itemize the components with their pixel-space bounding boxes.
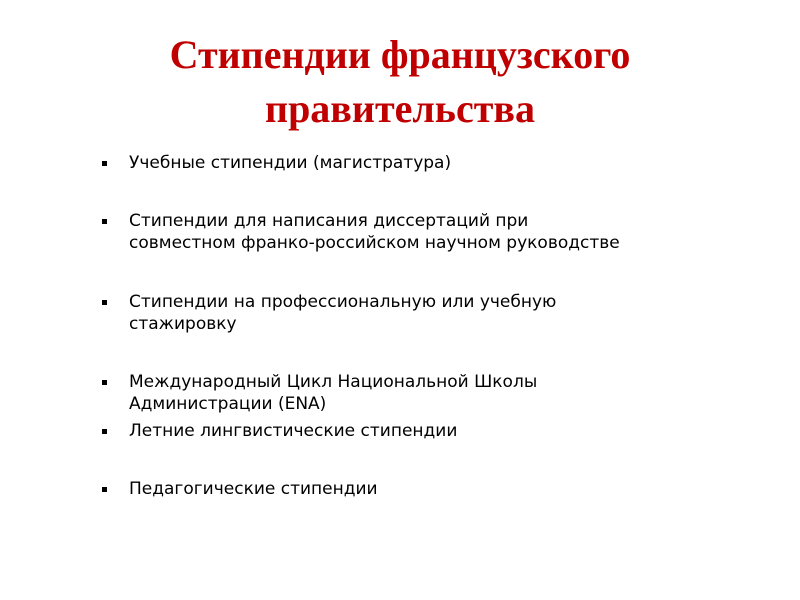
bullet-line: Учебные стипендии (магистратура)	[129, 153, 452, 173]
bullet-text	[129, 210, 762, 254]
list-item	[102, 152, 762, 174]
bullet-square-icon	[102, 161, 107, 166]
bullet-text	[129, 420, 762, 442]
list-item	[102, 371, 762, 415]
bullet-line: Стипендии на профессиональную или учебную	[129, 292, 557, 312]
bullet-line: Стипендии для написания диссертаций при	[129, 211, 529, 231]
bullet-square-icon	[102, 300, 107, 305]
list-item	[102, 478, 762, 500]
bullet-line: Администрации (ENA)	[129, 394, 327, 414]
bullet-square-icon	[102, 429, 107, 434]
title-line-2: правительства	[265, 86, 535, 131]
bullet-text	[129, 152, 762, 174]
bullet-line: совместном франко-российском научном руководстве	[129, 233, 620, 253]
list-item	[102, 420, 762, 442]
list-item	[102, 291, 762, 335]
bullet-square-icon	[102, 380, 107, 385]
bullet-text	[129, 478, 762, 500]
bullet-line: стажировку	[129, 314, 237, 334]
bullet-text	[129, 371, 762, 415]
slide-title	[0, 28, 800, 136]
title-line-1: Стипендии французского	[169, 32, 631, 77]
bullet-line: Летние лингвистические стипендии	[129, 421, 458, 441]
bullet-square-icon	[102, 219, 107, 224]
bullet-text	[129, 291, 762, 335]
bullet-square-icon	[102, 487, 107, 492]
list-item	[102, 210, 762, 254]
bullet-line: Международный Цикл Национальной Школы	[129, 372, 538, 392]
bullet-line: Педагогические стипендии	[129, 479, 378, 499]
